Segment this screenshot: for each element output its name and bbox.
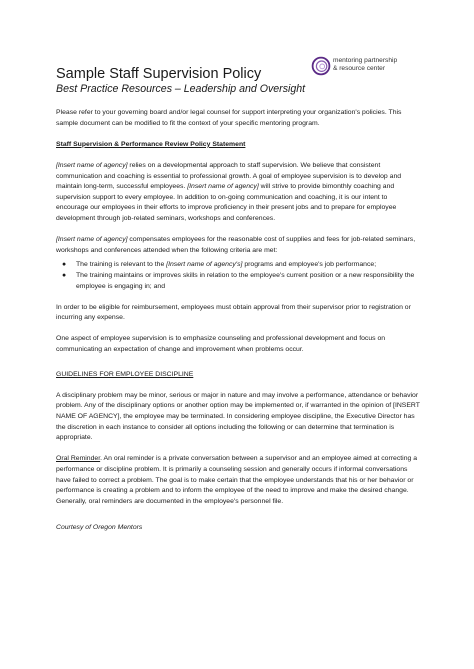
paragraph-text: relies on a developmental approach to staff supervision. We believe that consistent communication and coaching is essential to professional growth. A goal of employee supervision is to develop and maintain long-term, successful employees. (56, 161, 402, 191)
agency-placeholder: [Insert name of agency] (56, 236, 128, 244)
agency-placeholder: [Insert name of agency's] (166, 261, 243, 269)
paragraph-text: will strive to provide bimonthly coaching and supervision support to every employee. In addition to on-going communication and coaching, it is our intent to encourage our employees in their efforts to improve proficiency in their present jobs and to prepare for employee development through job-related seminars, workshops and conferences. (56, 183, 397, 222)
criteria-list (56, 260, 420, 292)
list-item-text: The training maintains or improves skills in relation to the employee's current position or a new responsibility the employee is engaging in; and (76, 271, 415, 290)
section-heading-discipline: GUIDELINES FOR EMPLOYEE DISCIPLINE (56, 370, 194, 378)
policy-paragraph-3: In order to be eligible for reimbursement, employees must obtain approval from their supervisor prior to registration or incurring any expense. (56, 303, 411, 322)
section-heading-policy-statement: Staff Supervision & Performance Review Policy Statement (56, 140, 246, 148)
list-item (62, 271, 420, 292)
agency-placeholder: [Insert name of agency] (56, 161, 128, 169)
list-item-text: programs and employee's job performance; (242, 261, 377, 269)
agency-placeholder: [Insert name of agency] (187, 183, 259, 191)
page-title: Sample Staff Supervision Policy (56, 66, 262, 82)
page-subtitle: Best Practice Resources – Leadership and Oversight (56, 83, 306, 95)
paragraph-text: compensates employees for the reasonable cost of supplies and fees for job-related seminars, workshops and conferences attended when the following criteria are met: (56, 236, 416, 254)
footer-credit: Courtesy of Oregon Mentors (56, 524, 143, 532)
policy-paragraph-1 (56, 161, 420, 225)
discipline-paragraph-2 (56, 454, 420, 507)
logo-text (333, 57, 451, 73)
bullet-icon: ● (62, 261, 67, 269)
paragraph-text: . An oral reminder is a private conversation between a supervisor and an employee aimed at correcting a performance or discipline problem. It is primarily a counseling session and generally occurs if informal conversations have failed to correct a problem. The goal is to make certain that the employee understands that his or her behavior or performance is creating a problem and to inform the employee of the need to improve and make the desired change. Generally, oral reminders are documented in the employee's personnel file. (56, 455, 418, 505)
intro-paragraph: Please refer to your governing board and/or legal counsel for support interpreting your organization's policies. This sample document can be modified to fit the context of your specific mentoring program. (56, 109, 402, 127)
list-item (62, 260, 420, 271)
logo-line-2: & resource center (333, 65, 386, 72)
organization-logo (311, 56, 451, 80)
bullet-icon: ● (62, 271, 67, 279)
policy-paragraph-2 (56, 235, 420, 256)
oral-reminder-label: Oral Reminder (56, 455, 101, 463)
discipline-paragraph-1: A disciplinary problem may be minor, serious or major in nature and may involve a performance, attendance or behavior problem. Any of the disciplinary options or another option may be implemented or, if warranted in the opinion of [INSERT NAME OF AGENCY], the employee may be terminated. In considering employee discipline, the Executive Director has the discretion in each instance to consider all options including the following or can determine that termination is appropriate. (56, 391, 420, 442)
list-item-text: The training is relevant to the (76, 261, 167, 269)
policy-paragraph-4: One aspect of employee supervision is to emphasize counseling and professional development and focus on communicating an expectation of change and improvement when problems occur. (56, 335, 386, 354)
logo-line-1: mentoring partnership (333, 57, 398, 64)
document-body (56, 108, 420, 545)
